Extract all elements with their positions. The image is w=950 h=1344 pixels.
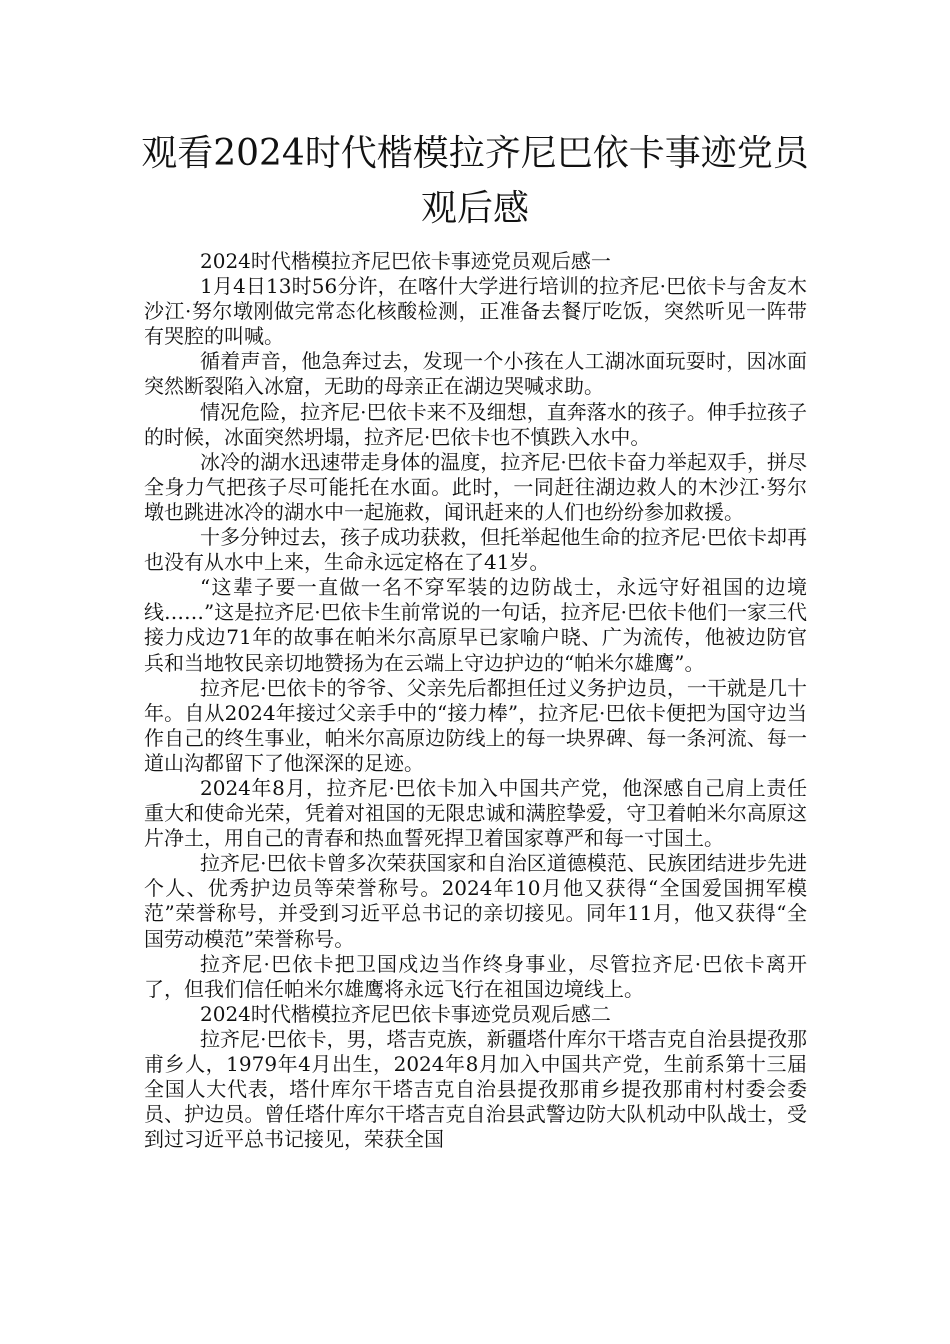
- paragraph: 拉齐尼·巴依卡把卫国戍边当作终身事业，尽管拉齐尼·巴依卡离开了，但我们信任帕米尔雄鹰将永远飞行在祖国边境线上。: [144, 951, 807, 1001]
- section-heading-2: 2024时代楷模拉齐尼巴依卡事迹党员观后感二: [200, 1001, 611, 1026]
- section-heading-1: 2024时代楷模拉齐尼巴依卡事迹党员观后感一: [200, 249, 611, 273]
- paragraph: 冰冷的湖水迅速带走身体的温度，拉齐尼·巴依卡奋力举起双手，拼尽全身力气把孩子尽可能托在水面。此时，一同赶往湖边救人的木沙江·努尔墩也跳进冰冷的湖水中一起施救，闻讯赶来的人们也纷纷参加救援。: [144, 449, 807, 524]
- paragraph: 2024年8月，拉齐尼·巴依卡加入中国共产党，他深感自己肩上责任重大和使命光荣，凭着对祖国的无限忠诚和满腔挚爱，守卫着帕米尔高原这片净土，用自己的青春和热血誓死捍卫着国家尊严和每一寸国土。: [144, 775, 807, 851]
- paragraph: 十多分钟过去，孩子成功获救，但托举起他生命的拉齐尼·巴依卡却再也没有从水中上来，生命永远定格在了41岁。: [144, 525, 807, 575]
- paragraph: 情况危险，拉齐尼·巴依卡来不及细想，直奔落水的孩子。伸手拉孩子的时候，冰面突然坍塌，拉齐尼·巴依卡也不慎跌入水中。: [144, 399, 807, 449]
- document-body: [144, 249, 807, 1152]
- paragraph: 拉齐尼·巴依卡的爷爷、父亲先后都担任过义务护边员，一干就是几十年。自从2024年接过父亲手中的“接力棒”，拉齐尼·巴依卡便把为国守边当作自己的终生事业，帕米尔高原边防线上的每一块界碑、每一条河流、每一道山沟都留下了他深深的足迹。: [144, 675, 807, 775]
- paragraph: 拉齐尼·巴依卡曾多次荣获国家和自治区道德模范、民族团结进步先进个人、优秀护边员等荣誉称号。2024年10月他又获得“全国爱国拥军模范”荣誉称号，并受到习近平总书记的亲切接见。同年11月，他又获得“全国劳动模范”荣誉称号。: [144, 851, 807, 951]
- paragraph: 拉齐尼·巴依卡，男，塔吉克族，新疆塔什库尔干塔吉克自治县提孜那甫乡人，1979年4月出生，2024年8月加入中国共产党，生前系第十三届全国人大代表，塔什库尔干塔吉克自治县提孜那甫乡提孜那甫村村委会委员、护边员。曾任塔什库尔干塔吉克自治县武警边防大队机动中队战士，受到过习近平总书记接见，荣获全国: [144, 1026, 807, 1152]
- paragraph: 循着声音，他急奔过去，发现一个小孩在人工湖冰面玩耍时，因冰面突然断裂陷入冰窟，无助的母亲正在湖边哭喊求助。: [144, 349, 807, 399]
- paragraph: 1月4日13时56分许，在喀什大学进行培训的拉齐尼·巴依卡与舍友木沙江·努尔墩刚做完常态化核酸检测，正准备去餐厅吃饭，突然听见一阵带有哭腔的叫喊。: [144, 274, 807, 349]
- paragraph: “这辈子要一直做一名不穿军装的边防战士，永远守好祖国的边境线……”这是拉齐尼·巴依卡生前常说的一句话，拉齐尼·巴依卡他们一家三代接力戍边71年的故事在帕米尔高原早已家喻户晓、广为流传，他被边防官兵和当地牧民亲切地赞扬为在云端上守边护边的“帕米尔雄鹰”。: [144, 575, 807, 675]
- document-title: 观看2024时代楷模拉齐尼巴依卡事迹党员观后感: [141, 133, 809, 229]
